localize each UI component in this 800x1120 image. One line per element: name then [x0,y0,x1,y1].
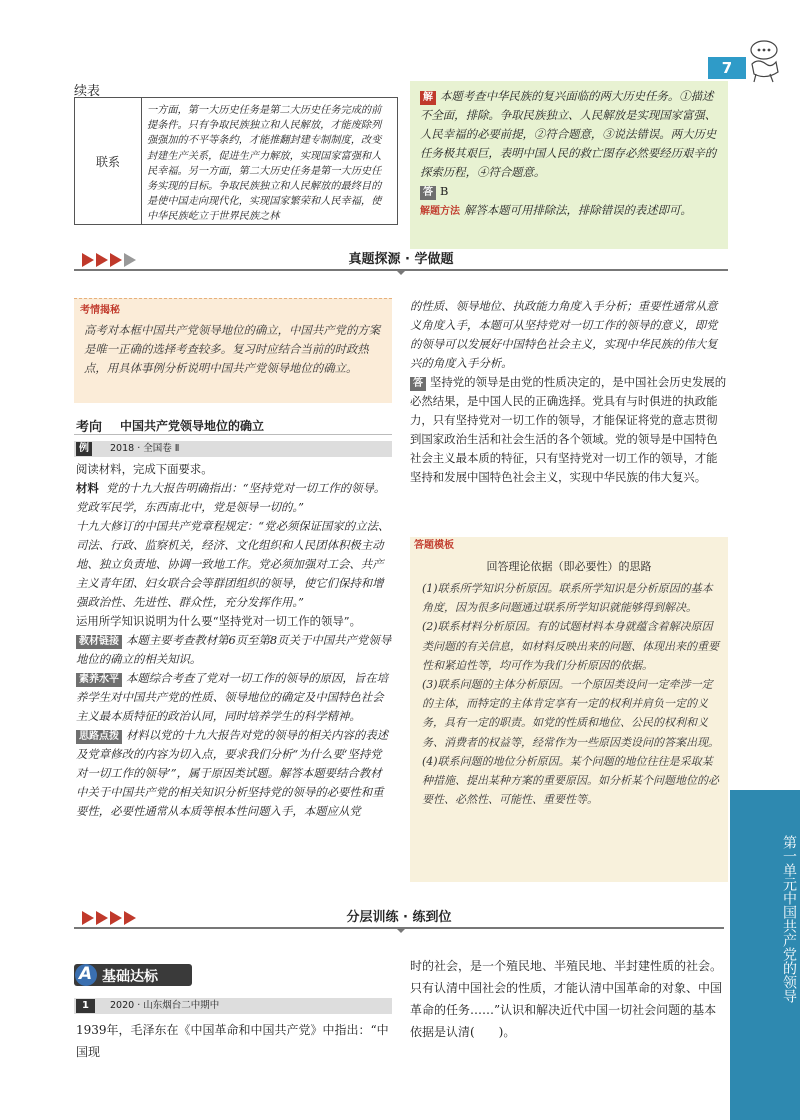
left-column [76,460,392,821]
analysis-box [410,81,728,249]
template-title: 回答理论依据（即必要性）的思路 [486,560,652,573]
exam-insight-head: 考情揭秘 [80,305,120,316]
answer-text-2: 坚持党的领导是由党的性质决定的，是中国社会历史发展的必然结果，是中国人民的正确选择。党具有与时俱进的执政能力，只有坚持党对一切工作的领导，才能保证将党的意志贯彻到国家政治生活和社会生活的各个领域。党的领导是中国特色社会主义最本质的特征，只有坚持党对一切工作的领导，才能坚持和发展中国特色社会主义，实现中华民族的伟大复兴。 [410,375,727,484]
table-row-label: 联系 [75,98,142,224]
level-letter: A [79,964,93,984]
unit-title: 中国共产党的领导 [781,891,797,1003]
question-text-right: 时的社会，是一个殖民地、半殖民地、半封建性质的社会。只有认清中国社会的性质，才能认清中国革命的对象、中国革命的任务……”认识和解决近代中国一切社会问题的基本依据是认清( )。 [410,959,723,1039]
table-cell-text: 一方面，第一大历史任务是第二大历史任务完成的前提条件。只有争取民族独立和人民解放，才能废除列强强加的不平等条约，才能推翻封建专制制度，改变封建生产关系，促进生产力解放，实现国家富强和人民幸福。另一方面，第二大历史任务是第一大历史任务实现的目标。争取民族独立和人民解放的最终目的是使中国走向现代化，实现国家繁荣和人民幸福，使中华民族屹立于世界民族之林 [147,105,382,223]
relation-table [74,97,398,225]
mascot-icon [742,40,782,84]
method-text: 解答本题可用排除法，排除错误的表述即可。 [464,203,692,217]
example-tag: 例 [76,442,92,456]
hint-text: 材料以党的十九大报告对党的领导的相关内容的表述及党章修改的内容为切入点，要求我们分析“为什么要‘坚持党对一切工作的领导’”，属于原因类试题。解答本题要结合教材中关于中国共产党的相关知识分析坚持党的领导的必要性和重要性，必要性通常从本质等根本性问题入手，本题应从党 [76,728,388,818]
question-source: 2020 · 山东烟台二中期中 [110,1000,220,1011]
question-text: 运用所学知识说明为什么要“坚持党对一切工作的领导”。 [76,614,362,628]
page-number: 7 [708,57,746,79]
answer-template-box [410,537,728,882]
template-head: 答题模板 [414,540,454,551]
section-header-fenceng [74,909,724,929]
jiexi-text: 本题考查中华民族的复兴面临的两大历史任务。①描述不全面，排除。争取民族独立、人民解放是实现国家富强、人民幸福的必要前提，②符合题意，③说法错误。两大历史任务极其艰巨，表明中国人民的救亡图存必然要经历艰辛的探索历程，④符合题意。 [420,89,717,179]
literacy-text: 本题综合考查了党对一切工作的领导的原因，旨在培养学生对中国共产党的性质、领导地位的确定及中国特色社会主义最本质特征的政治认同，同时培养学生的科学精神。 [76,671,388,723]
unit-side-band [730,790,800,1120]
material-text-2: 十九大修订的中国共产党章程规定：“党必须保证国家的立法、司法、行政、监察机关，经济、文化组织和人民团体积极主动地、独立负责地、协调一致地工作。党必须加强对工会、共产主义青年团、妇女联合会等群团组织的领导，使它们保持和增强政治性、先进性、群众性，充分发挥作用。” [76,519,390,609]
textbook-link-text: 本题主要考查教材第6页至第8页关于中国共产党领导地位的确立的相关知识。 [76,633,392,666]
jiexi-tag: 解 [420,91,436,105]
instruction: 阅读材料，完成下面要求。 [76,462,213,476]
material-text-1: 党的十九大报告明确指出：“坚持党对一切工作的领导。党政军民学，东西南北中，党是领导一切的。” [76,481,386,514]
template-item: (3)联系问题的主体分析原因。一个原因类设问一定牵涉一定的主体，而特定的主体肯定享有一定的权利并肩负一定的义务，具有一定的职责。如党的性质和地位、公民的权利和义务、消费者的权益等，经常作为一些原因类设问的答案出现。 [422,678,719,749]
section-header-zhenti [74,251,728,271]
answer-tag: 答 [420,186,436,200]
template-item: (2)联系材料分析原因。有的试题材料本身就蕴含着解决原因类问题的有关信息，如材料反映出来的问题、体现出来的重要性和紧迫性等，均可作为我们分析原因的依据。 [422,620,719,672]
template-item: (1)联系所学知识分析原因。联系所学知识是分析原因的基本角度，因为很多问题通过联系所学知识就能够得到解决。 [422,582,713,615]
question-number: 1 [76,999,95,1013]
section-title-2: 分层训练 · 练到位 [346,910,452,925]
answer-tag-2: 答 [410,377,426,391]
example-bar [74,441,392,457]
exam-insight-text: 高考对本框中国共产党领导地位的确立，中国共产党的方案是唯一正确的选择考查较多。复习时应结合当前的时政热点，用具体事例分析说明中国共产党领导地位的确立。 [84,323,381,375]
continued-label: 续表 [74,84,101,99]
hint-text-cont: 的性质、领导地位、执政能力角度入手分析；重要性通常从意义角度入手，本题可从坚持党对一切工作的领导的意义，即党的领导可以发展好中国特色社会主义，实现中华民族的伟大复兴的角度入手分析。 [410,299,718,370]
material-label: 材料 [76,481,99,495]
unit-number: 第一单元 [781,835,797,891]
topic-heading [74,416,392,435]
hint-tag: 思路点拨 [76,730,122,744]
basic-level-badge [74,962,194,988]
level-label: 基础达标 [102,969,158,985]
method-tag: 解题方法 [420,206,460,217]
question-text-left: 1939年，毛泽东在《中国革命和中国共产党》中指出：“中国现 [76,1023,389,1059]
question-bar [74,998,392,1014]
section-title: 真题探源 · 学做题 [348,252,454,267]
literacy-tag: 素养水平 [76,673,122,687]
exam-insight-box [74,298,392,403]
textbook-link-tag: 教材链接 [76,635,122,649]
example-source: 2018 · 全国卷 Ⅱ [110,443,180,454]
right-column [410,297,728,487]
template-item: (4)联系问题的地位分析原因。某个问题的地位往往是采取某种措施、提出某种方案的重要原因。如分析某个问题地位的必要性、必然性、可能性、重要性等。 [422,754,719,807]
answer-value: B [440,184,449,198]
topic-title: 中国共产党领导地位的确立 [120,419,265,433]
topic-label: 考向 [76,420,103,435]
